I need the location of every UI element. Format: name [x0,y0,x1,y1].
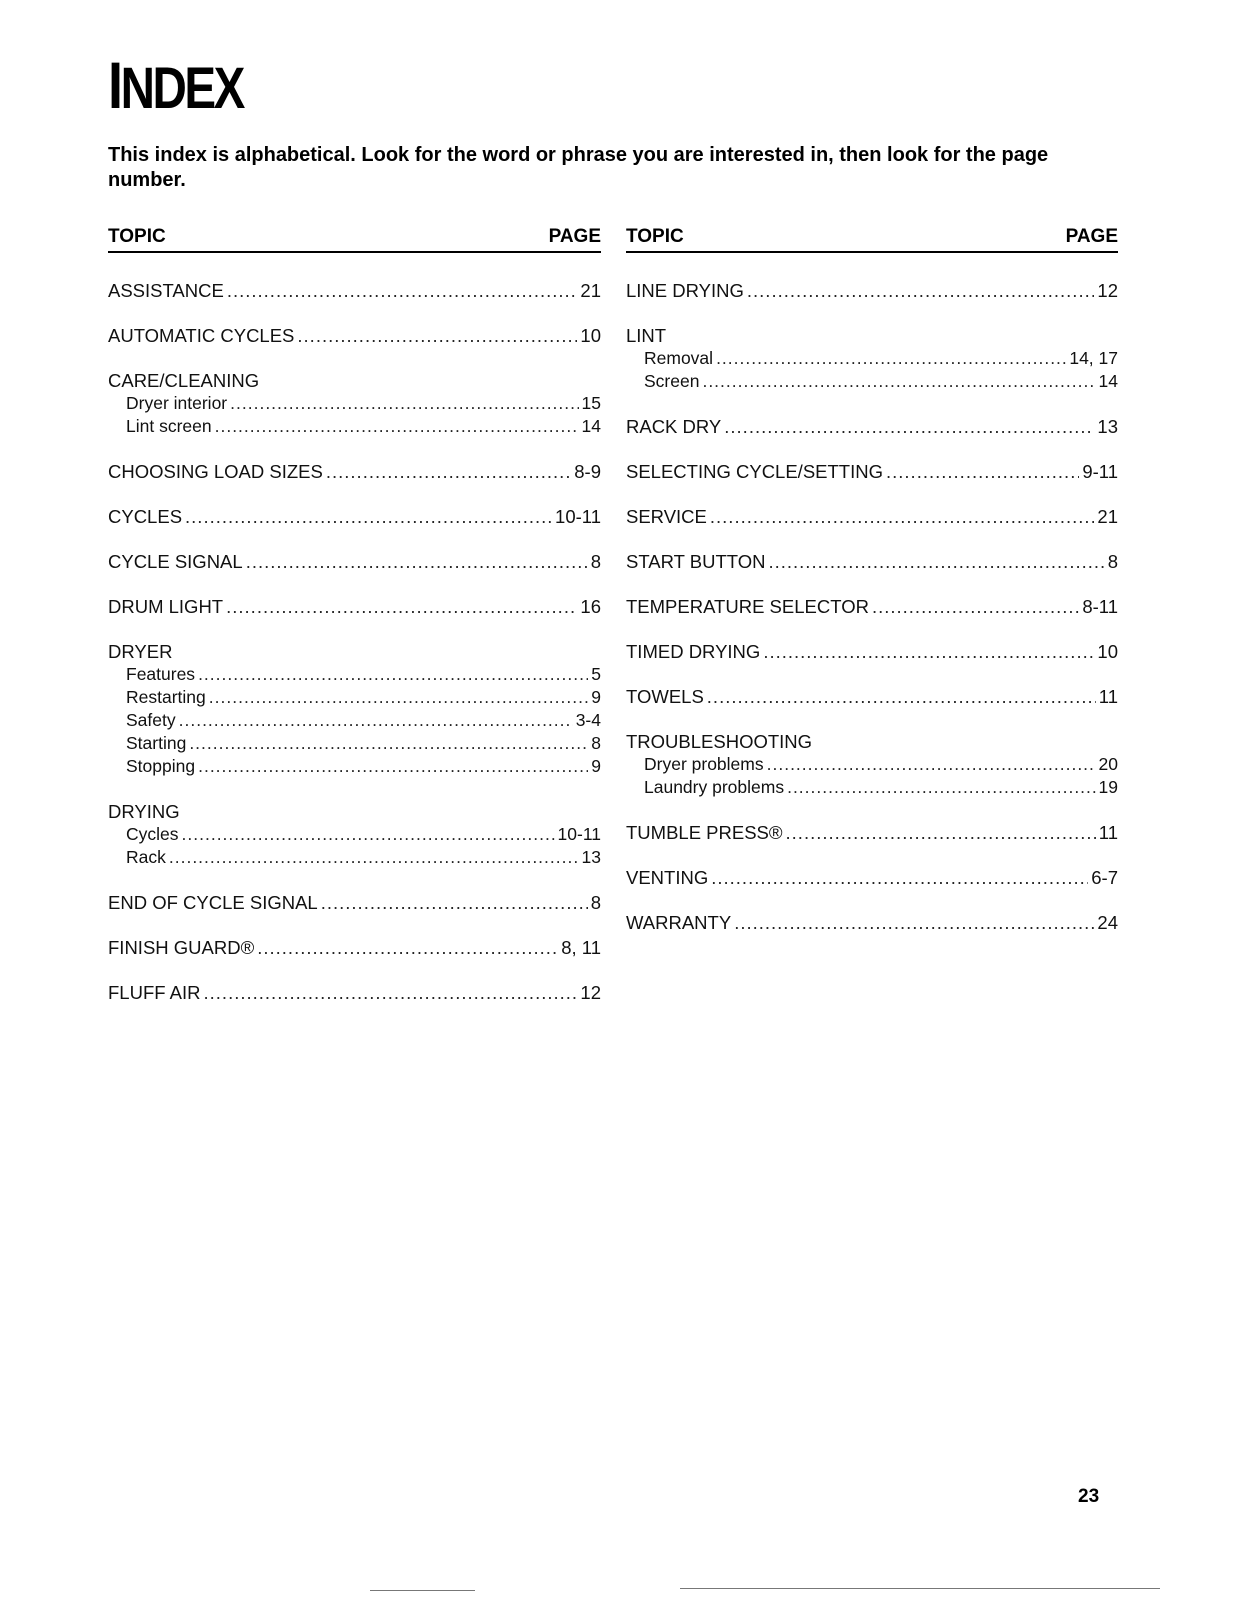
index-column-right [626,226,1118,956]
index-column-left [108,226,601,1026]
page-ref: 19 [1098,777,1118,797]
dot-leader [185,505,552,528]
index-entry-row [626,550,1118,573]
page-ref: 10 [580,325,601,346]
page-ref: 8 [591,733,601,753]
subentry-label: Rack [126,847,166,867]
page-ref: 9-11 [1082,461,1118,482]
index-entry [108,891,601,914]
index-entry [626,866,1118,889]
index-entry-row [108,550,601,573]
index-entries-right [626,279,1118,934]
page-ref: 8-11 [1082,596,1118,617]
dot-leader [724,415,1094,438]
entry-label: TIMED DRYING [626,641,761,662]
intro-text: This index is alphabetical. Look for the word or phrase you are interested in, then look for the page number. [108,144,1049,191]
entry-label: START BUTTON [626,551,766,572]
dot-leader [297,324,577,347]
entry-label: TEMPERATURE SELECTOR [626,596,869,617]
subentry-label: Removal [644,348,714,368]
scan-artifact-line [680,1588,1160,1589]
subentry-label: Safety [126,710,176,730]
dot-leader [215,415,579,438]
topic-header: TOPIC [626,226,684,247]
index-entry [108,279,601,302]
subentry-label: Screen [644,371,700,391]
index-entry [626,279,1118,302]
subentry-label: Laundry problems [644,777,785,797]
page-number: 23 [1078,1486,1100,1507]
subentry-label: Dryer problems [644,754,764,774]
page-ref: 8 [1107,551,1118,572]
subentry-label: Stopping [126,756,196,776]
index-subentry [108,755,601,778]
index-subentry [626,753,1118,776]
title-initial: I [108,48,121,122]
dot-leader [747,279,1095,302]
dot-leader [872,595,1079,618]
entry-label: WARRANTY [626,912,732,933]
entry-label: LINT [626,325,667,346]
index-entry [108,640,601,778]
page-title [108,48,243,122]
index-subentry [108,415,601,438]
dot-leader [710,505,1095,528]
dot-leader [326,460,571,483]
entry-label: VENTING [626,867,709,888]
index-entry-row [626,279,1118,302]
index-entry-row [626,415,1118,438]
page-header: PAGE [548,226,601,247]
dot-leader [702,370,1095,393]
dot-leader [786,821,1096,844]
index-entry [108,369,601,438]
subentry-list [108,392,601,438]
page-ref: 21 [580,280,601,301]
scan-artifact-line [370,1590,475,1591]
index-entry-row [626,685,1118,708]
page-ref: 24 [1097,912,1118,933]
index-entry [626,821,1118,844]
subentry-label: Lint screen [126,416,212,436]
entry-label: SELECTING CYCLE/SETTING [626,461,883,482]
page-ref: 5 [591,664,601,684]
entry-label: FINISH GUARD® [108,937,255,958]
index-entry-row [626,460,1118,483]
index-subentry [626,776,1118,799]
index-entry [626,415,1118,438]
index-entry-row [108,460,601,483]
dot-leader [198,755,588,778]
page-ref: 14 [581,416,601,436]
index-entry-row [626,911,1118,934]
dot-leader [204,981,578,1004]
dot-leader [257,936,558,959]
dot-leader [787,776,1095,799]
dot-leader [711,866,1088,889]
page-ref: 12 [1097,280,1118,301]
page-ref: 6-7 [1091,867,1118,888]
entry-label: FLUFF AIR [108,982,201,1003]
entry-label: DRYER [108,641,173,662]
index-subentry [108,392,601,415]
index-entry [108,550,601,573]
entry-label: LINE DRYING [626,280,744,301]
index-entry-row [626,505,1118,528]
page-ref: 10 [1097,641,1118,662]
entry-label: CHOOSING LOAD SIZES [108,461,323,482]
entry-label: TROUBLESHOOTING [626,731,813,752]
dot-leader [179,709,573,732]
subentry-list [626,347,1118,393]
entry-label: AUTOMATIC CYCLES [108,325,295,346]
index-entry [626,324,1118,393]
index-entry [108,505,601,528]
index-entry [626,911,1118,934]
dot-leader [227,279,578,302]
page-ref: 9 [591,687,601,707]
index-entry-row [626,595,1118,618]
page-ref: 13 [1097,416,1118,437]
entry-label: TUMBLE PRESS® [626,822,783,843]
index-entry-row [108,505,601,528]
dot-leader [768,550,1104,573]
index-entries-left [108,279,601,1004]
subentry-label: Features [126,664,196,684]
dot-leader [767,753,1096,776]
dot-leader [246,550,588,573]
entry-label: DRYING [108,801,180,822]
index-entry [108,460,601,483]
subentry-label: Dryer interior [126,393,228,413]
index-subentry [626,370,1118,393]
page-ref: 9 [591,756,601,776]
index-entry [108,324,601,347]
dot-leader [886,460,1079,483]
page-ref: 20 [1098,754,1118,774]
page-ref: 14, 17 [1069,348,1118,368]
index-entry [626,505,1118,528]
page-ref: 8-9 [574,461,601,482]
entry-label: SERVICE [626,506,707,527]
page-ref: 3-4 [575,710,601,730]
subentry-list [108,663,601,778]
index-subentry [108,663,601,686]
dot-leader [734,911,1094,934]
page-ref: 8, 11 [561,937,601,958]
entry-label: DRUM LIGHT [108,596,224,617]
index-entry [108,595,601,618]
page-ref: 10-11 [555,506,601,527]
dot-leader [209,686,589,709]
entry-label: ASSISTANCE [108,280,224,301]
topic-header: TOPIC [108,226,166,247]
index-subentry [108,709,601,732]
dot-leader [169,846,579,869]
entry-label: RACK DRY [626,416,722,437]
index-entry [108,936,601,959]
index-entry [626,460,1118,483]
index-entry-row [108,981,601,1004]
page-ref: 12 [580,982,601,1003]
index-entry [626,550,1118,573]
title-rest: NDEX [120,56,243,121]
index-entry-row [108,279,601,302]
page-ref: 13 [581,847,601,867]
dot-leader [707,685,1096,708]
subentry-label: Starting [126,733,187,753]
index-entry [626,685,1118,708]
dot-leader [226,595,577,618]
index-entry-row [108,891,601,914]
index-entry-row [108,324,601,347]
dot-leader [763,640,1094,663]
subentry-label: Cycles [126,824,179,844]
subentry-label: Restarting [126,687,206,707]
entry-label: CYCLE SIGNAL [108,551,243,572]
subentry-list [108,823,601,869]
index-entry [108,800,601,869]
page-ref: 16 [580,596,601,617]
index-subentry [108,823,601,846]
index-subentry [108,686,601,709]
entry-label: CYCLES [108,506,183,527]
page-ref: 14 [1098,371,1118,391]
index-subentry [108,846,601,869]
index-entry-row [108,936,601,959]
page-ref: 8 [590,551,601,572]
page-ref: 11 [1098,686,1118,707]
page-ref: 15 [581,393,601,413]
page-header: PAGE [1065,226,1118,247]
dot-leader [230,392,578,415]
index-entry-row [626,640,1118,663]
index-entry [108,981,601,1004]
dot-leader [321,891,588,914]
dot-leader [182,823,555,846]
dot-leader [198,663,588,686]
page-ref: 11 [1098,822,1118,843]
index-entry [626,640,1118,663]
page-ref: 8 [590,892,601,913]
column-header-right [626,226,1118,253]
entry-label: END OF CYCLE SIGNAL [108,892,318,913]
index-entry [626,730,1118,799]
index-subentry [626,347,1118,370]
index-entry-row [626,821,1118,844]
entry-label: CARE/CLEANING [108,370,260,391]
dot-leader [716,347,1066,370]
column-header-left [108,226,601,253]
entry-label: TOWELS [626,686,704,707]
index-entry [626,595,1118,618]
index-entry-row [108,595,601,618]
page-ref: 21 [1097,506,1118,527]
index-subentry [108,732,601,755]
index-entry-row [626,866,1118,889]
dot-leader [189,732,588,755]
subentry-list [626,753,1118,799]
page-ref: 10-11 [557,824,601,844]
